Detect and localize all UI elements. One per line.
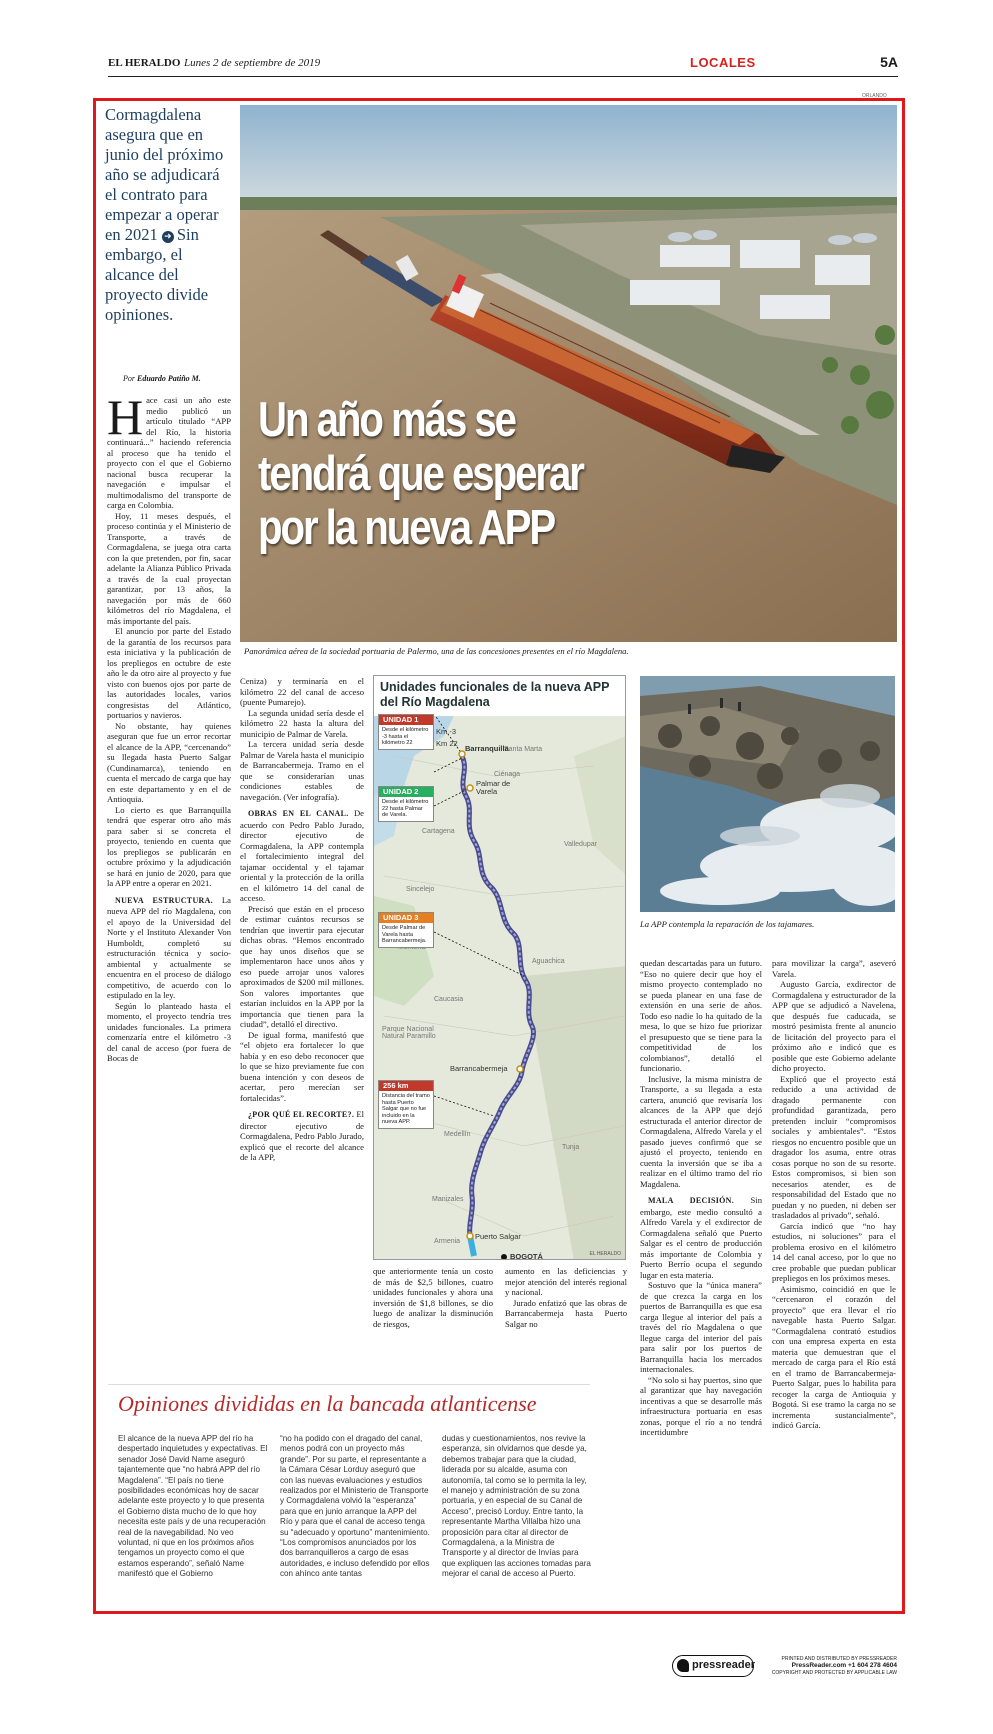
footer-line[interactable]: PressReader.com +1 604 278 4604 <box>791 1662 897 1670</box>
map-label: Armenia <box>434 1238 461 1245</box>
subheading: NUEVA ESTRUCTURA. <box>115 895 213 905</box>
subheading: OBRAS EN EL CANAL. <box>248 809 349 818</box>
footer-line: PRINTED AND DISTRIBUTED BY PRESSREADER <box>781 1656 897 1662</box>
map-city-palmar: Palmar de Varela <box>476 779 511 796</box>
paragraph: Asimismo, coincidió en que le “cercenaron el corazón del proyecto” que era llevar el río navegable hasta Puerto Salgar. “Cormagdalena contrató estudios con una empresa experta en esta materia que demuestran que el mercado de carga para el Río está en el tramo de Barrancabermeja-Puerto Salgar, pues lo habilita para recoger la carga de Antioquia y Bogotá. Si ese tramo la carga no se incrementa sustancialmente”, indicó García. <box>772 1283 896 1430</box>
masthead-rule <box>108 76 898 77</box>
paragraph: No obstante, hay quienes aseguran que fue un error recortar el alcance de la APP, “cercenando” su llegada hasta Puerto Salgar (Cundinamarca), teniendo en cuenta el mercado de carga que hay en este departamento y en el de Antioquia. <box>107 720 231 804</box>
unit-text: Distancia del tramo hasta Puerto Salgar que no fue incluido en la nueva APP. <box>382 1093 430 1126</box>
pressreader-footer <box>672 1655 897 1677</box>
pressreader-logo[interactable] <box>672 1655 754 1677</box>
subheading: ¿POR QUÉ EL RECORTE?. <box>248 1110 355 1119</box>
sidebar-column-2: “no ha podido con el dragado del canal, menos podrá con un proyecto más grande”. Por su parte, el representante a la Cámara César Lorduy aseguró que con las nuevas evaluaciones y estudios realizados por el Ministerio de Transporte y Cormagdalena volvió la “esperanza” para que en junio arranque la APP del Río y para que el canal de acceso tenga su “adecuado y oportuno” mantenimiento. “Los compromisos anunciados por los dos barranquilleros a cargo de esas autoridades, e incluso defendido por ellos con ahínco ante tantas <box>280 1434 430 1579</box>
pressreader-notice <box>760 1656 897 1676</box>
map-city-bogota: BOGOTÁ <box>510 1252 543 1260</box>
map-label: Sincelejo <box>406 886 435 893</box>
unit-tag: 256 km <box>379 1081 433 1091</box>
sidebar-rule <box>108 1384 590 1385</box>
article-column-4 <box>505 1266 627 1329</box>
article-column-1 <box>107 389 231 1064</box>
paragraph: aumento en las deficiencias y mejor atención del interés regional y nacional. <box>505 1266 627 1297</box>
newspaper-name: EL HERALDO <box>108 57 181 69</box>
paragraph: La segunda unidad sería desde el kilómetro 22 hasta la altura del municipio de Palmar de Varela. <box>240 707 364 739</box>
article-column-3 <box>373 1266 493 1329</box>
map-city-barrancabermeja: Barrancabermeja <box>450 1064 508 1073</box>
paragraph: Sin embargo, este medio consultó a Alfredo Varela y el exdirector de Cormagdalena señaló que Puerto Salgar es el centro de producción más importante de Colombia y Puerto Berrío ocupa el segundo lugar en esta materia. <box>640 1195 762 1280</box>
unit-box <box>378 714 434 750</box>
deck-part-2: Sin embargo, el alcance del proyecto divide opiniones. <box>105 225 209 324</box>
unit-text: Desde el kilómetro -3 hasta el kilómetro 22 <box>382 727 429 747</box>
unit-tag: UNIDAD 1 <box>379 715 433 725</box>
unit-tag: UNIDAD 3 <box>379 913 433 923</box>
map-label: Cartagena <box>422 828 455 835</box>
headline-line-3: por la nueva APP <box>258 501 555 555</box>
map-label: Manizales <box>432 1196 464 1203</box>
headline-line-2: tendrá que esperar <box>258 447 583 501</box>
pressreader-logo-icon <box>677 1659 689 1672</box>
paragraph: El director ejecutivo de Cormagdalena, Pedro Pablo Jurado, explicó que el recorte del alcance de la APP, <box>240 1109 364 1162</box>
arrow-right-icon: ➜ <box>162 231 174 243</box>
map-label: Santa Marta <box>504 746 543 753</box>
unit-box <box>378 912 434 948</box>
paragraph: ace casi un año este medio publicó un artículo titulado “APP del Río, la historia continuará...” haciendo referencia al proceso que ha tenido el proyecto con el que el Gobierno nacional busca recuperar la navegación e impulsar el multimodalismo del transporte de carga en Colombia. <box>107 395 231 510</box>
sidebar-column-3: dudas y cuestionamientos, nos revive la esperanza, sin olvidarnos que desde ya, debemos trabajar para que la ciudad, liderada por su alcalde, asuma con autonomía, tal como se lo permita la ley, el manejo y administración de su zona portuaria, y en especial de su Canal de Acceso”, precisó Lorduy. Entre tanto, la representante Martha Villalba hizo una proposición para citar al director de Cormagdalena, a la Ministra de Transporte y al director de Invías para que expliquen las acciones tomadas para mejorar el canal de acceso al Puerto. <box>442 1434 591 1579</box>
unit-tag: UNIDAD 2 <box>379 787 433 797</box>
drop-cap: H <box>107 389 144 445</box>
map-label: Medellín <box>444 1131 471 1138</box>
map-label: Caucasia <box>434 996 464 1003</box>
paragraph: quedan descartadas para un futuro. “Eso no quiere decir que hoy el mismo proyecto contemplado no se pueda planear en una fase de extensión en una serie de años. Todo eso nadie lo ha quitado de la mesa, lo que se hizo fue priorizar el presupuesto que se tiene para la competitividad de los colombianos”, detalló el funcionario. <box>640 958 762 1073</box>
paragraph: De acuerdo con Pedro Pablo Jurado, director ejecutivo de Cormagdalena, la APP contempla el fortalecimiento integral del tajamar occidental y el tajamar oriental y la protección de la orilla en el kilómetro 14 del canal de acceso. <box>240 808 364 903</box>
paragraph: para movilizar la carga”, aseveró Varela. <box>772 958 896 979</box>
unit-box <box>378 786 434 822</box>
map-label: Aguachica <box>532 958 565 965</box>
unit-text: Desde el kilómetro 22 hasta Palmar de Varela. <box>382 799 429 819</box>
footer-line: COPYRIGHT AND PROTECTED BY APPLICABLE LAW <box>771 1669 897 1676</box>
paragraph: Lo cierto es que Barranquilla tendrá que esperar otro año más para saber si se concreta el proyecto, teniendo en cuenta que los prepliegos se publicarán en octubre próximo y la adjudicación se hará en junio de 2020, para que la APP entre a operar en 2021. <box>107 804 231 888</box>
route-map-infographic <box>373 675 626 1260</box>
map-label-km: Km 22 <box>436 739 458 748</box>
breakwater-photo <box>640 676 895 912</box>
paragraph: Explicó que el proyecto está reducido a una actividad de dragado permanente con profundidad garantizada, pero pretenden incluir “compromisos sociales y ambientales”. “Estos riesgos no encuentro posible que un dragador los asuma, entre otras cosas porque no son de su resorte. Estos compromisos, si bien son necesarios atender, es de responsabilidad del Estado que no puedan y no pueden, ni deben ser trasladados al privado”, señaló. <box>772 1073 896 1220</box>
byline <box>123 374 201 383</box>
headline <box>258 393 602 555</box>
paragraph: que anteriormente tenía un costo de más de $2,5 billones, cuatro unidades funcionales y ahora una inversión de $1,8 billones, se dio luego de analizar la disminución de riesgos, <box>373 1266 493 1329</box>
article-deck <box>105 105 233 325</box>
masthead <box>108 56 898 74</box>
map-city-barranquilla: Barranquilla <box>465 744 509 753</box>
main-photo <box>240 105 897 642</box>
paragraph: De igual forma, manifestó que “el objeto era fortalecer lo que había y en eso debo reconocer que lo que se hizo previamente fue con buena intención y con deseos de acertar, pero merecían ser fortalecidas”. <box>240 1029 364 1103</box>
breakwater-photo-caption: La APP contempla la reparación de los tajamares. <box>640 919 815 929</box>
paragraph: Según lo planteado hasta el momento, el proyecto tendría tres unidades funcionales. La primera comenzaría entre el kilómetro -3 del canal de acceso (por fuera de Bocas de <box>107 1000 231 1063</box>
map-label: Ciénaga <box>494 771 521 778</box>
paragraph: Augusto García, exdirector de Cormagdalena y estructurador de la APP que se adjudicó a Navelena, que después fue caducada, se mostró pesimista frente al anuncio de licitación del proyecto para el próximo año e indicó que es posible que este Gobierno adelante dicho proyecto. <box>772 979 896 1073</box>
paragraph: La nueva APP del río Magdalena, con el apoyo de la Universidad del Norte y el Instituto Alexander Von Humboldt, completó su estructuración técnica y socio-ambiental y actualmente se encuentra en el proceso de diálogo competitivo, de acuerdo con lo estipulado en la ley. <box>107 894 231 1000</box>
issue-date: Lunes 2 de septiembre de 2019 <box>184 57 321 69</box>
byline-prefix: Por <box>123 374 135 383</box>
deck-part-1: Cormagdalena asegura que en junio del próximo año se adjudicará el contrato para empezar a operar en 2021 <box>105 105 224 244</box>
subheading: MALA DECISIÓN. <box>648 1196 735 1205</box>
page-number: 5A <box>880 54 898 70</box>
paragraph: Ceniza) y terminaría en el kilómetro 22 del canal de acceso (puente Pumarejo). <box>240 676 364 707</box>
byline-author: Eduardo Patiño M. <box>137 374 201 383</box>
paragraph: “No solo si hay puertos, sino que al garantizar que hay navegación incentivas a que se desarrolle más infraestructura portuaria en esas zonas, porque el río a no tendrá incertidumbre <box>640 1374 762 1437</box>
paragraph: La tercera unidad sería desde Palmar de Varela hasta el municipio de Barrancabermeja. Tramo en el que se considerarían unas condiciones estables de navegación. (Ver infografía). <box>240 739 364 802</box>
paragraph: Jurado enfatizó que las obras de Barrancabermeja hasta Puerto Salgar no <box>505 1297 627 1329</box>
sidebar-column-1: El alcance de la nueva APP del río ha despertado inquietudes y expectativas. El senador José David Name aseguró tajantemente que “no habrá APP del río Magdalena”. “El país no tiene posibilidades económicas hoy de sacar adelante este proyecto y lo que presenta el Gobierno dista mucho de lo que hoy necesita este país y de una recuperación real de la navegabilidad. No veo voluntad, ni que en los próximos años tengamos un proyecto como el que estamos esperando”, señaló Name manifestó que el Gobierno <box>118 1434 268 1579</box>
pressreader-brand: pressreader <box>692 1659 755 1671</box>
main-photo-caption: Panorámica aérea de la sociedad portuaria de Palermo, una de las concesiones presentes en el río Magdalena. <box>244 646 629 656</box>
section-name: LOCALES <box>690 55 756 70</box>
map-label: Parque Nacional Natural Paramillo <box>382 1026 436 1040</box>
map-label: Tunja <box>562 1144 580 1151</box>
article-column-5 <box>640 958 762 1438</box>
paragraph: El anuncio por parte del Estado de la garantía de los recursos para esta iniciativa y la publicación de los prepliegos en octubre de este año le da otro aire al proyecto y fue visto con buenos ojos por parte de las autoridades locales, varios congresistas del Atlántico, portuarios y navieros. <box>107 626 231 720</box>
headline-line-1: Un año más se <box>258 393 515 447</box>
article-column-2 <box>240 676 364 1163</box>
map-label-km: Km -3 <box>436 727 457 736</box>
sidebar-title: Opiniones divididas en la bancada atlanticense <box>118 1391 537 1416</box>
map-city-puerto-salgar: Puerto Salgar <box>475 1232 521 1241</box>
paragraph: Precisó que están en el proceso de estimar cuántos recursos se tendrían que invertir para ejecutar dichas obras. “Hemos encontrado que hay unos diseños que se implementaron hace unos años y eso puede arrojar unos valores aproximados de $200 mil millones. Son valores importantes que estarían incluidos en la APP por la importancia que tienen para la ciudad”, detalló el directivo. <box>240 903 364 1029</box>
article-column-6 <box>772 958 896 1431</box>
paragraph: Sostuvo que la “única manera” de que crezca la carga en los puertos de Barranquilla es que esa carga llegue al interior del país a través del río Magdalena o que llegue carga del interior del país para salir por los puertos de Barranquilla hacia los mercados internacionales. <box>640 1280 762 1374</box>
unit-box <box>378 1080 434 1129</box>
paragraph: García indicó que “no hay estudios, ni soluciones” para el problema erosivo en el kilómetro 14 del canal acceso, por lo que no cree probable que puedan publicar prepliegos en los próximos meses. <box>772 1220 896 1283</box>
map-title: Unidades funcionales de la nueva APP del Río Magdalena <box>374 676 626 716</box>
paragraph: Inclusive, la misma ministra de Transporte, a su llegada a esta cartera, anunció que revisaría los alcances de la APP que dejó estructurada el anterior director de Cormagdalena, Alfredo Varela y el pasado jueves confirmó que se ajustó el proyecto, teniendo en cuenta la inversión que se iba a realizar en el último tramo del río Magdalena. <box>640 1073 762 1189</box>
map-credit: EL HERALDO <box>589 1251 621 1257</box>
unit-text: Desde Palmar de Varela hasta Barrancabermeja. <box>382 925 427 945</box>
map-label: Valledupar <box>564 841 597 848</box>
photo-credit: ORLANDO <box>862 93 887 99</box>
paragraph: Hoy, 11 meses después, el proceso continúa y el Ministerio de Transporte, a través de Cormagdalena, se juega otra carta con la que pretenden, por fin, sacar adelante la Alianza Público Privada a través de la cual proyectan garantizar, por 13 años, la navegación por más de 660 kilómetros del río Magdalena, el más importante del país. <box>107 510 231 626</box>
